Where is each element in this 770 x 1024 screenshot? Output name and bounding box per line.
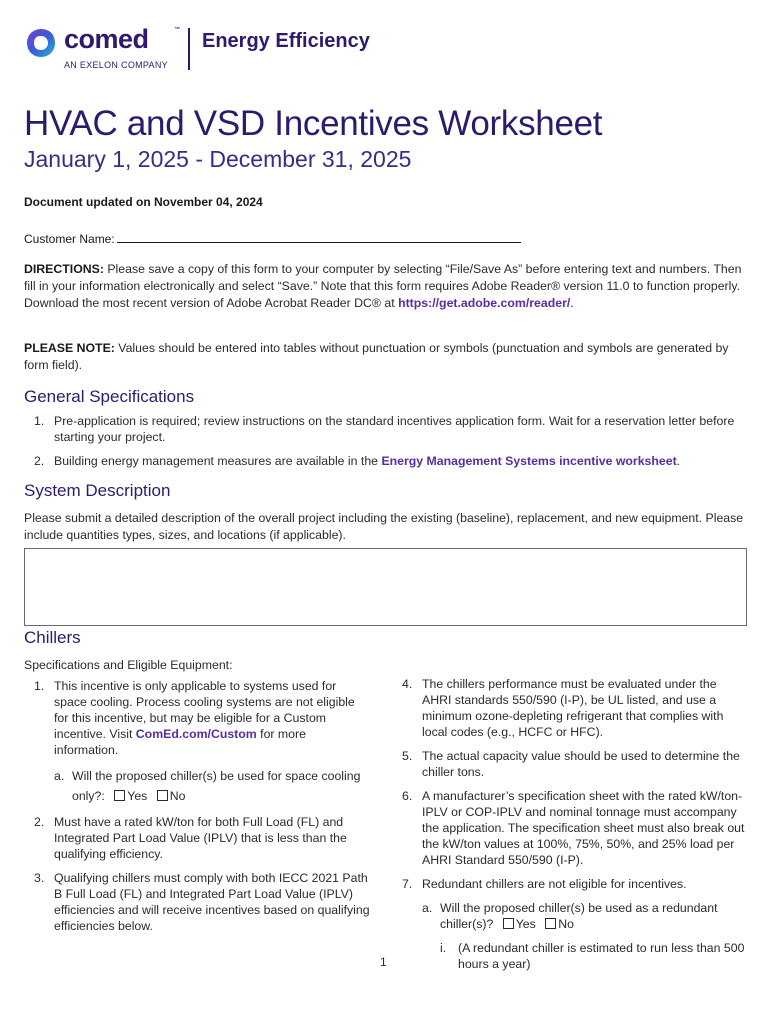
- general-specs-heading: General Specifications: [24, 387, 195, 406]
- yes-label: Yes: [127, 789, 148, 803]
- list-item: [34, 814, 372, 862]
- chillers-list-right: [402, 676, 747, 980]
- no-label: No: [169, 789, 186, 803]
- please-note-label: PLEASE NOTE:: [24, 341, 115, 355]
- list-item: [402, 876, 747, 972]
- section-tag: Energy Efficiency: [202, 30, 370, 52]
- list-number: 1.: [34, 679, 45, 693]
- updated-date: Document updated on November 04, 2024: [24, 195, 263, 209]
- yes-label: Yes: [515, 917, 536, 931]
- yes-checkbox[interactable]: [503, 918, 514, 929]
- list-text: Redundant chillers are not eligible for incentives.: [422, 877, 687, 891]
- list-text: Will the proposed chiller(s) be used for space cooling only?:: [72, 769, 361, 803]
- list-number: 3.: [34, 871, 45, 885]
- no-checkbox[interactable]: [157, 790, 168, 801]
- list-number: 4.: [402, 677, 413, 691]
- list-text: This incentive is only applicable to systems used for space cooling. Process cooling systems are not eligible for this incentive, but may be eligible for a Custom incentive. Visit: [54, 679, 355, 741]
- list-item: [402, 788, 747, 868]
- header-divider: [188, 28, 190, 70]
- no-checkbox[interactable]: [545, 918, 556, 929]
- list-number: 6.: [402, 789, 413, 803]
- page-number: 1: [380, 955, 387, 969]
- directions-text: Please save a copy of this form to your computer by selecting “File/Save As” before entering text and numbers. Then fill in your information electronically and select “Save.” Note that this form requires Adobe Reader® version 11.0 to function properly. Download the most recent version of Adobe Acrobat Reader DC® at: [24, 262, 742, 310]
- chillers-heading: Chillers: [24, 628, 81, 647]
- logo-wordmark: comed: [64, 24, 149, 54]
- page-subtitle: January 1, 2025 - December 31, 2025: [24, 146, 412, 172]
- directions: [24, 261, 746, 312]
- list-text: for more information.: [54, 727, 306, 757]
- no-label: No: [558, 917, 574, 931]
- directions-label: DIRECTIONS:: [24, 262, 104, 276]
- list-roman: i.: [440, 941, 447, 955]
- general-specs-list: [34, 413, 746, 477]
- list-text: (A redundant chiller is estimated to run less than 500 hours a year): [458, 941, 745, 971]
- page-title: HVAC and VSD Incentives Worksheet: [24, 104, 603, 143]
- list-item: [34, 453, 746, 469]
- adobe-reader-link[interactable]: https://get.adobe.com/reader/: [398, 296, 571, 310]
- customer-name-field[interactable]: [117, 232, 521, 243]
- chillers-list-left: [24, 678, 372, 942]
- list-item: [402, 748, 747, 780]
- list-text: A manufacturer’s specification sheet with the rated kW/ton-IPLV or COP-IPLV and nominal tonnage must accompany the application. The specification sheet must also break out the kW/ton values at 100%, 75%, 50%, and 25% load per AHRI Standard 550/590 (I-P).: [422, 789, 745, 867]
- sub-list-item: [422, 900, 747, 972]
- list-text: Building energy management measures are available in the: [54, 454, 379, 468]
- comed-custom-link[interactable]: ComEd.com/Custom: [135, 727, 257, 741]
- list-number: 2.: [34, 815, 45, 829]
- comed-logo: [24, 24, 204, 72]
- directions-end: .: [570, 296, 574, 310]
- logo-trademark: ℠: [174, 27, 182, 34]
- list-letter: a.: [422, 901, 433, 915]
- list-letter: a.: [54, 769, 65, 783]
- list-item: [34, 870, 372, 934]
- list-text: The chillers performance must be evaluated under the AHRI standards 550/590 (I-P), be UL listed, and use a minimum ozone-depleting refrigerant that complies with local codes (e.g., HCFC or HFC).: [422, 677, 724, 739]
- system-description-field[interactable]: [24, 548, 747, 626]
- list-number: 1.: [34, 414, 45, 428]
- list-number: 5.: [402, 749, 413, 763]
- list-item: [402, 676, 747, 740]
- list-item: [34, 413, 746, 445]
- yes-checkbox[interactable]: [114, 790, 125, 801]
- comed-ring-icon: [24, 26, 58, 60]
- please-note: [24, 340, 746, 374]
- please-note-text: Values should be entered into tables without punctuation or symbols (punctuation and symbols are generated by form field).: [24, 341, 729, 372]
- system-description-heading: System Description: [24, 481, 171, 500]
- list-text: Will the proposed chiller(s) be used as a redundant chiller(s)?: [440, 901, 718, 931]
- list-text: Qualifying chillers must comply with both IECC 2021 Path B Full Load (FL) and Integrated Part Load Value (IPLV) efficiencies and will receive incentives based on qualifying efficiencies below.: [54, 871, 370, 933]
- list-number: 2.: [34, 454, 45, 468]
- list-text: Pre-application is required; review instructions on the standard incentives application form. Wait for a reservation letter before starting your project.: [54, 414, 735, 444]
- sub-sub-list-item: [440, 940, 747, 972]
- system-description-text: Please submit a detailed description of the overall project including the existing (baseline), replacement, and new equipment. Please include quantities types, sizes, and locations (if applicable).: [24, 511, 744, 542]
- chillers-intro: Specifications and Eligible Equipment:: [24, 658, 233, 672]
- customer-name-row: [24, 232, 521, 246]
- list-text: The actual capacity value should be used to determine the chiller tons.: [422, 749, 740, 779]
- list-text: Must have a rated kW/ton for both Full Load (FL) and Integrated Part Load Value (IPLV) that is less than the qualifying efficiency.: [54, 815, 347, 861]
- logo-tagline: AN EXELON COMPANY: [64, 60, 168, 70]
- list-item: [34, 678, 372, 806]
- sub-list-item: [54, 766, 372, 806]
- list-text-end: .: [676, 454, 681, 468]
- customer-name-label: Customer Name:: [24, 232, 115, 246]
- list-number: 7.: [402, 877, 413, 891]
- ems-worksheet-link[interactable]: Energy Management Systems incentive worksheet: [381, 454, 677, 468]
